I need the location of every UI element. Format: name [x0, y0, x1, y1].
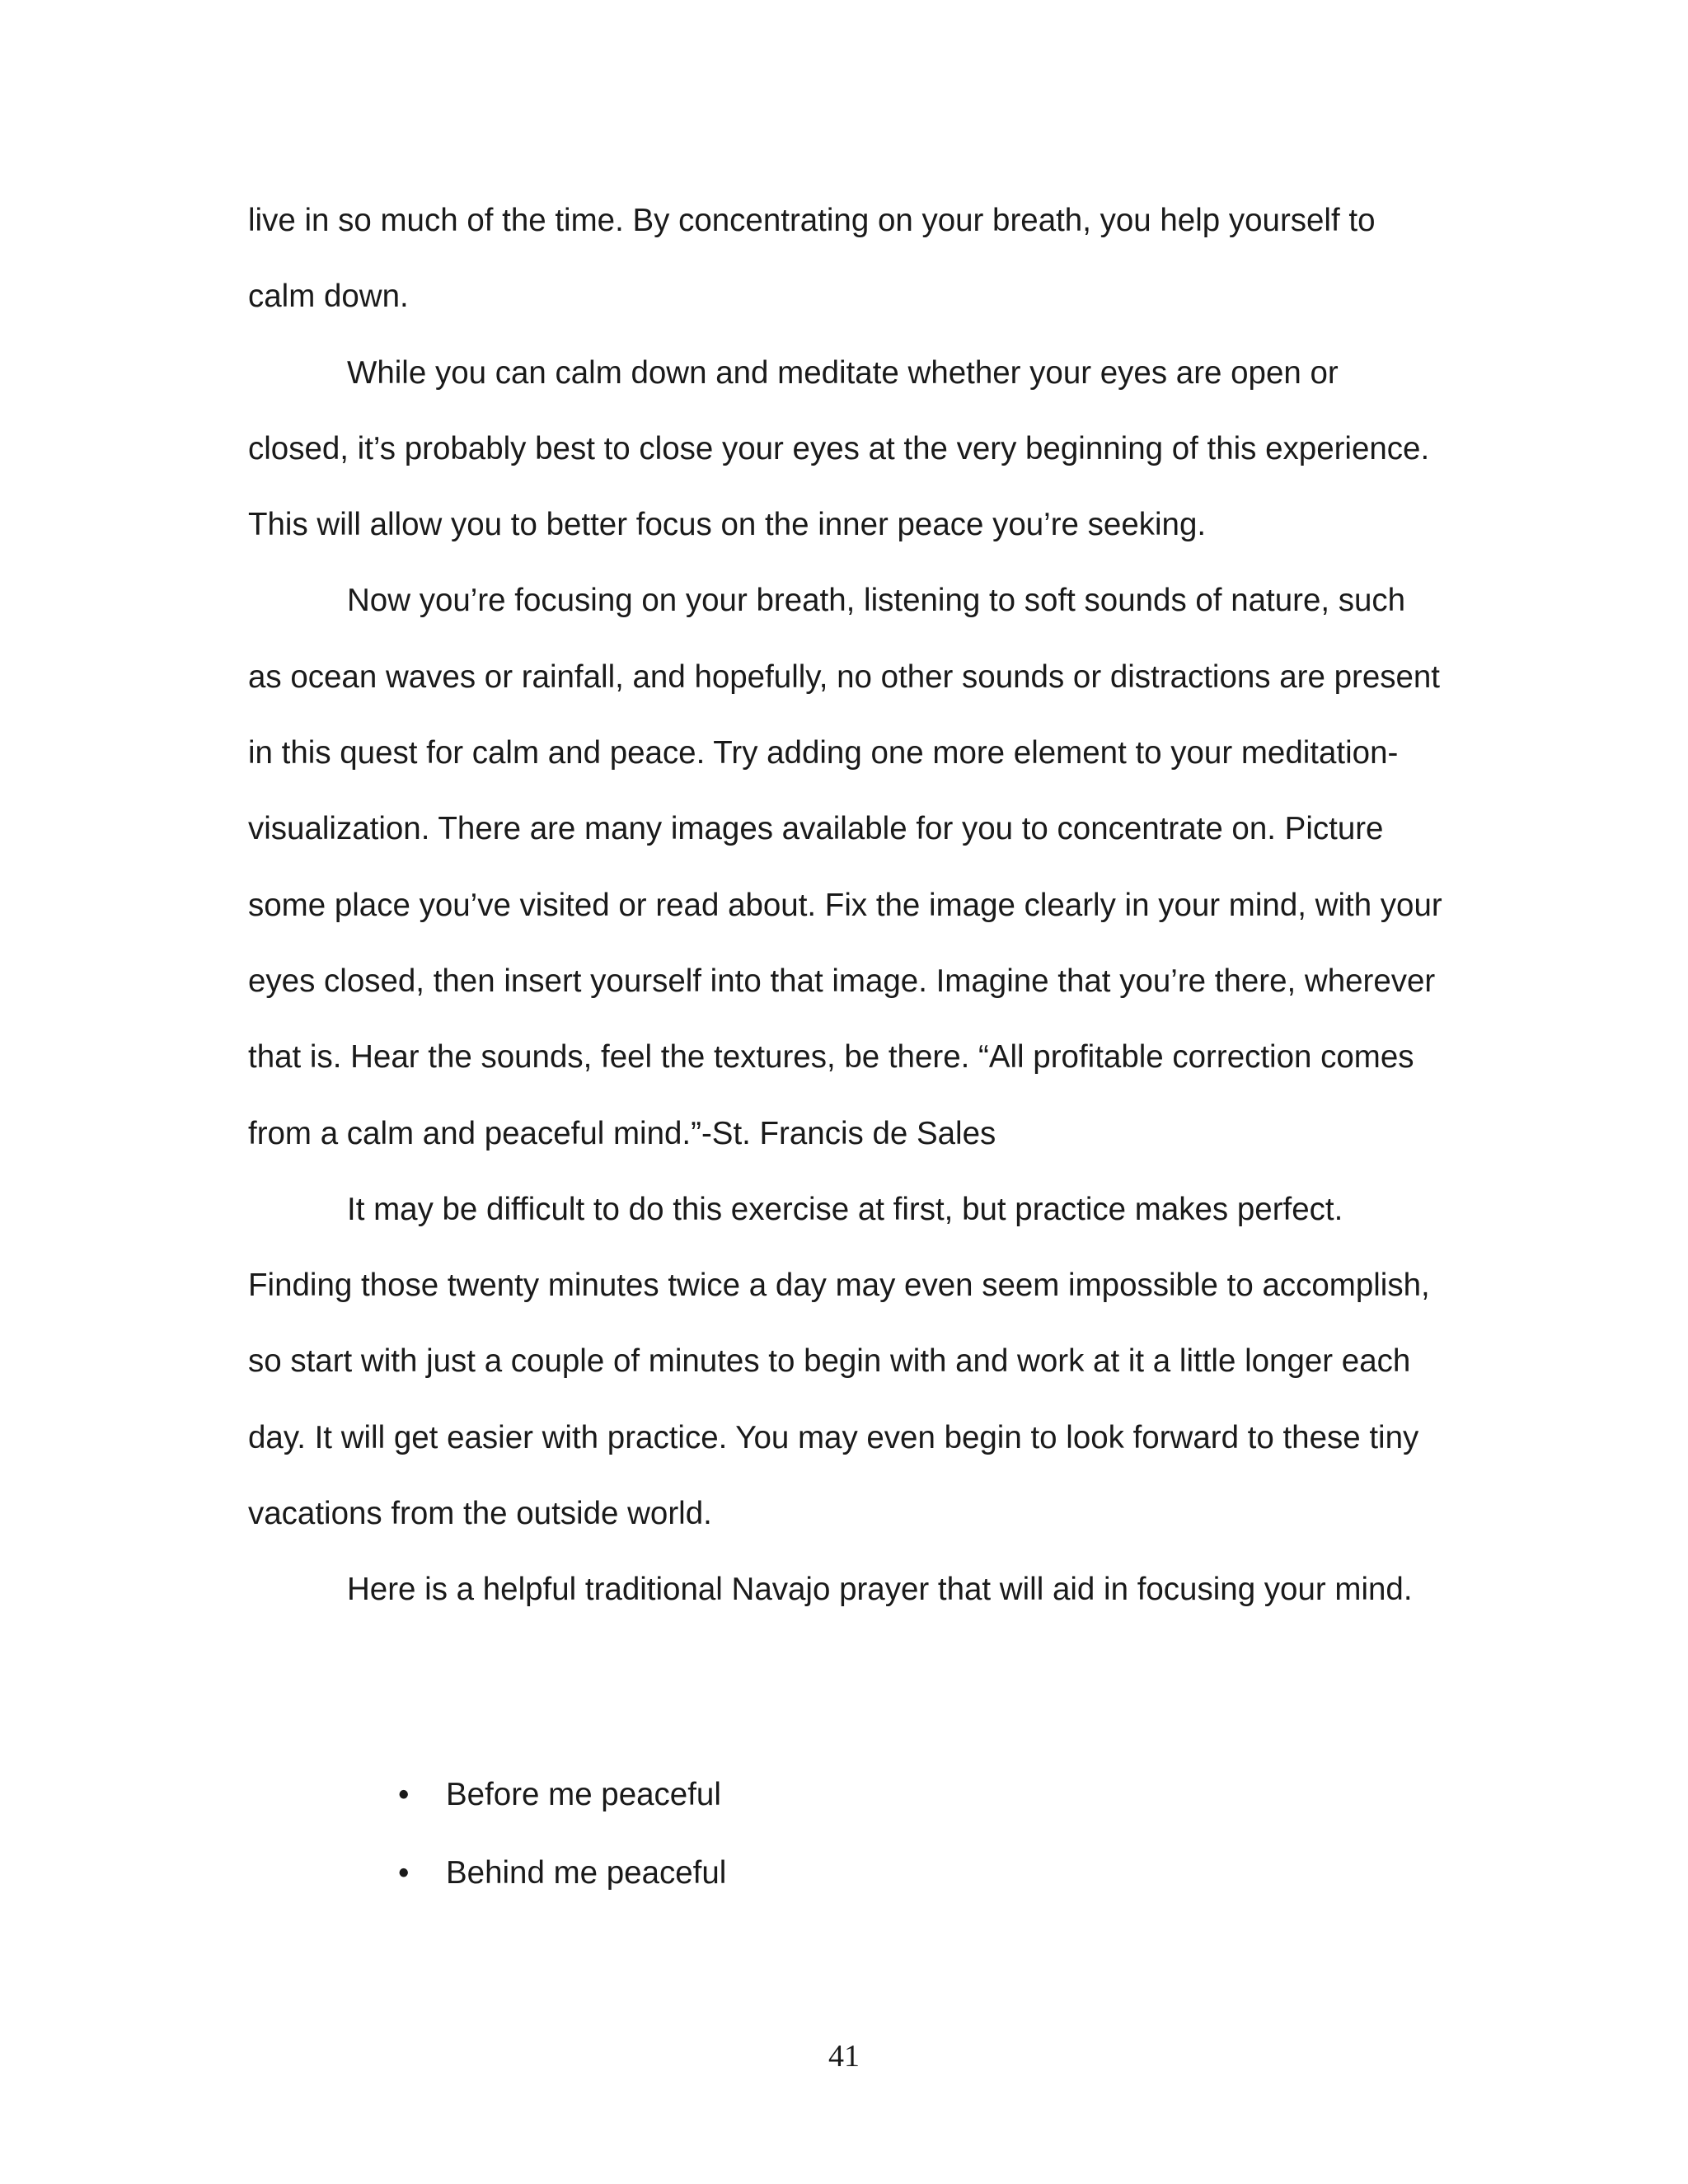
bullet-icon: •	[398, 1777, 410, 1812]
paragraph: live in so much of the time. By concentrating on your breath, you help yourself to calm down.	[248, 203, 1376, 315]
body-text	[248, 183, 1445, 1629]
page-number: 41	[828, 2039, 860, 2074]
paragraph: Here is a helpful traditional Navajo prayer that will aid in focusing your mind.	[347, 1572, 1413, 1608]
bullet-icon: •	[398, 1855, 410, 1891]
paragraph: It may be difficult to do this exercise at first, but practice makes perfect. Finding those twenty minutes twice a day may even seem impossible to accomplish, so start with just a couple of minutes to begin with and work at it a little longer each day. It will get easier with practice. You may even begin to look forward to these tiny vacations from the outside world.	[248, 1191, 1430, 1532]
list-item	[248, 1755, 1445, 1834]
list-item-text: Before me peaceful	[446, 1777, 721, 1812]
list-item	[248, 1834, 1445, 1912]
paragraph: While you can calm down and meditate whether your eyes are open or closed, it’s probably best to close your eyes at the very beginning of this experience. This will allow you to better focus on the inner peace you’re seeking.	[248, 354, 1430, 543]
list-item-text: Behind me peaceful	[446, 1855, 727, 1891]
prayer-bullet-list	[248, 1755, 1445, 1912]
paragraph: Now you’re focusing on your breath, listening to soft sounds of nature, such as ocean waves or rainfall, and hopefully, no other sounds or distractions are present in this quest for calm and peace. Try adding one more element to your meditation-visualization. There are many images available for you to concentrate on. Picture some place you’ve visited or read about. Fix the image clearly in your mind, with your eyes closed, then insert yourself into that image. Imagine that you’re there, wherever that is. Hear the sounds, feel the textures, be there. “All profitable correction comes from a calm and peaceful mind.”-St. Francis de Sales	[248, 583, 1442, 1151]
